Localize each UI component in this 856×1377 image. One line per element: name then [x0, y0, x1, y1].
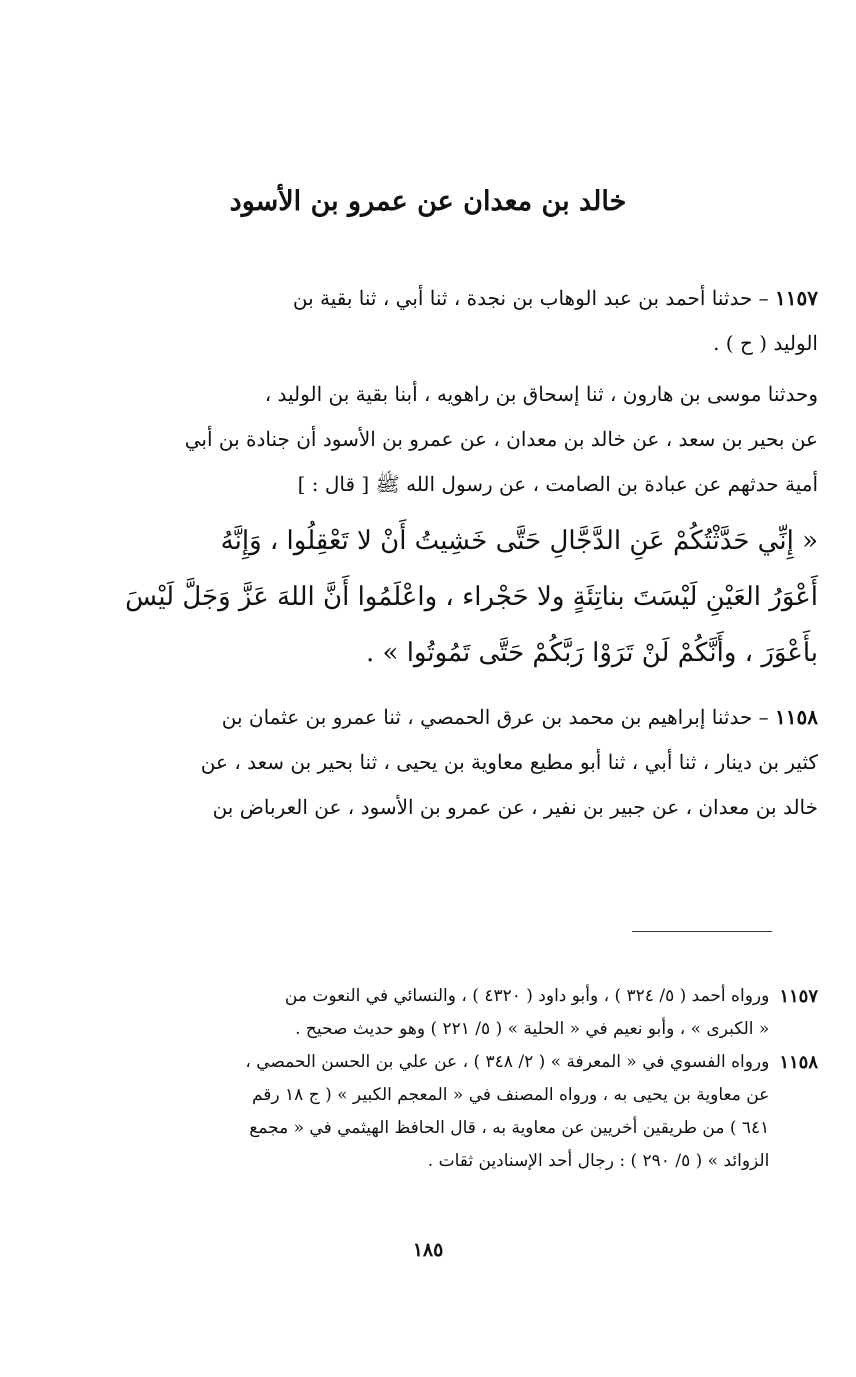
footnote-1158: [118, 1046, 818, 1178]
text-line: خالد بن معدان ، عن جبير بن نفير ، عن عمرو بن الأسود ، عن العرباض بن: [212, 795, 818, 819]
footnote-line: ورواه الفسوي في « المعرفة » ( ٢/ ٣٤٨ ) ، عن علي بن الحسن الحمصي ،: [245, 1052, 770, 1072]
text-line: وحدثنا موسى بن هارون ، ثنا إسحاق بن راهويه ، أبنا بقية بن الوليد ،: [264, 382, 818, 406]
number-dash: –: [752, 286, 776, 310]
hadith-1157-matn: [118, 513, 818, 681]
footnote-text: [118, 1046, 769, 1178]
chain-text: حدثنا إبراهيم بن محمد بن عرق الحمصي ، ثنا عمرو بن عثمان بن: [221, 705, 753, 729]
text-line: كثير بن دينار ، ثنا أبي ، ثنا أبو مطيع معاوية بن يحيى ، ثنا بحير بن سعد ، عن: [200, 750, 818, 774]
hadith-1157-chain-2: [118, 372, 818, 507]
footnote-separator: [632, 931, 772, 932]
footnote-line: الزوائد » ( ٥/ ٢٩٠ ) : رجال أحد الإسنادين ثقات .: [427, 1151, 770, 1171]
main-text: [118, 276, 818, 836]
text-line: عن بحير بن سعد ، عن خالد بن معدان ، عن عمرو بن الأسود أن جنادة بن أبي: [184, 427, 818, 451]
footnote-text: [118, 980, 769, 1046]
page-number: ١٨٥: [412, 1239, 444, 1261]
matn-line: « إِنِّي حَدَّثْتُكُمْ عَنِ الدَّجَّالِ حَتَّى خَشِيتُ أَنْ لا تَعْقِلُوا ، وَإِنَّهُ: [220, 526, 818, 556]
footnote-line: « الكبرى » ، وأبو نعيم في « الحلية » ( ٥/ ٢٢١ ) وهو حديث صحيح .: [295, 1019, 770, 1039]
footnote-line: ٦٤١ ) من طريقين أخريين عن معاوية به ، قال الحافظ الهيثمي في « مجمع: [249, 1118, 770, 1138]
text-line: [118, 695, 818, 740]
text-line: أمية حدثهم عن عبادة بن الصامت ، عن رسول الله ﷺ [ قال : ]: [297, 472, 818, 496]
footnote-line: ورواه أحمد ( ٥/ ٣٢٤ ) ، وأبو داود ( ٤٣٢٠ ) ، والنسائي في النعوت من: [284, 986, 770, 1006]
footnote-1157: [118, 980, 818, 1046]
matn-line: بأَعْوَرَ ، وأَنَّكُمْ لَنْ تَرَوْا رَبَّكُمْ حَتَّى تَمُوتُوا » .: [366, 638, 818, 668]
matn-line: أَعْوَرُ العَيْنِ لَيْسَتَ بناتِئَةٍ ولا حَجْراء ، واعْلَمُوا أَنَّ اللهَ عَزَّ وَجَلَّ لَيْسَ: [125, 582, 818, 612]
number-dash: –: [752, 705, 776, 729]
page-title: خالد بن معدان عن عمرو بن الأسود: [229, 186, 627, 217]
text-line: الوليد ( ح ) .: [713, 331, 818, 355]
hadith-number: ١١٥٨: [775, 705, 818, 729]
hadith-1158: [118, 695, 818, 830]
footnote-number: ١١٥٨: [779, 1052, 818, 1073]
footnote-line: عن معاوية بن يحيى به ، ورواه المصنف في « المعجم الكبير » ( ج ١٨ رقم: [251, 1085, 770, 1105]
footnotes: [118, 980, 818, 1178]
text-line: [118, 276, 818, 321]
hadith-number: ١١٥٧: [775, 286, 818, 310]
hadith-1157-chain: [118, 276, 818, 366]
footnote-number: ١١٥٧: [779, 986, 818, 1007]
chain-text: حدثنا أحمد بن عبد الوهاب بن نجدة ، ثنا أبي ، ثنا بقية بن: [292, 286, 753, 310]
